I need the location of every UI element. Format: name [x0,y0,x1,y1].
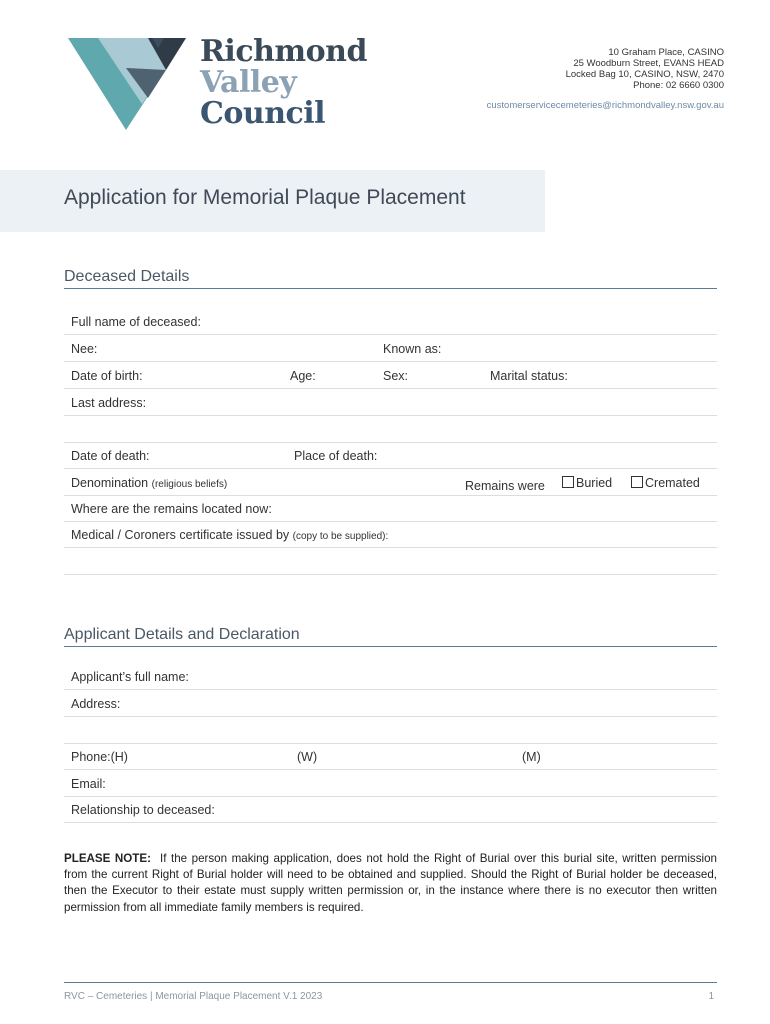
place-of-death-label: Place of death: [294,449,378,463]
address-line-2: 25 Woodburn Street, EVANS HEAD [573,58,724,69]
note-label: PLEASE NOTE: [64,852,151,865]
applicant-name-label: Applicant’s full name: [71,670,189,684]
row-applicant-name[interactable] [64,663,717,690]
row-medical[interactable] [64,521,717,548]
phone-h-label: Phone:(H) [71,750,128,764]
known-as-label: Known as: [383,342,442,356]
row-medical-cont[interactable] [64,548,717,575]
full-name-label: Full name of deceased: [71,315,201,329]
row-full-name[interactable] [64,308,717,335]
remains-were-label: Remains were [465,479,545,493]
note-text: If the person making application, does not hold the Right of Burial over this burial site, written permission from the current Right of Burial holder will need to be obtained and supplied. Should the Right of Burial holder be deceased, then the Executor to their estate must supply written permission or, in the instance where there is no executor then written permission from all immediate family members is required. [64,852,717,914]
row-last-address-cont[interactable] [64,416,717,443]
dob-label: Date of birth: [71,369,143,383]
cremated-checkbox[interactable] [631,476,643,488]
deceased-section-heading: Deceased Details [64,268,717,289]
logo-line-1: Richmond [200,34,367,69]
address-phone: Phone: 02 6660 0300 [633,80,724,91]
cremated-option[interactable] [631,476,700,490]
row-denomination[interactable] [64,469,717,496]
age-label: Age: [290,369,316,383]
buried-checkbox[interactable] [562,476,574,488]
phone-m-label: (M) [522,750,541,764]
logo-line-3: Council [200,96,326,131]
footer-divider [64,982,717,983]
row-email[interactable] [64,770,717,797]
address-line-1: 10 Graham Place, CASINO [608,47,724,58]
row-relationship[interactable] [64,796,717,823]
please-note [64,851,717,916]
nee-label: Nee: [71,342,98,356]
phone-w-label: (W) [297,750,318,764]
sex-label: Sex: [383,369,409,383]
buried-option[interactable] [562,476,612,490]
row-dob[interactable] [64,362,717,389]
where-located-label: Where are the remains located now: [71,502,272,516]
footer-doc-ref: RVC – Cemeteries | Memorial Plaque Placement V.1 2023 [64,991,323,1002]
applicant-section-heading: Applicant Details and Declaration [64,626,717,647]
applicant-address-label: Address: [71,697,121,711]
denomination-label [71,476,227,490]
last-address-label: Last address: [71,396,147,410]
row-applicant-address-cont[interactable] [64,717,717,744]
page-number: 1 [708,991,714,1002]
email-label: Email: [71,777,106,791]
council-logo [68,36,378,132]
row-where-located[interactable] [64,495,717,522]
marital-label: Marital status: [490,369,568,383]
medical-text: Medical / Coroners certificate issued by [71,528,290,542]
logo-triangle-icon [68,36,188,132]
dod-label: Date of death: [71,449,150,463]
row-nee[interactable] [64,335,717,362]
buried-label: Buried [576,476,613,490]
medical-note: (copy to be supplied): [292,531,389,542]
address-email[interactable]: customerservicecemeteries@richmondvalley.nsw.gov.au [486,100,724,111]
row-applicant-address[interactable] [64,690,717,717]
row-dod[interactable] [64,442,717,469]
logo-wordmark [200,36,367,129]
row-phone[interactable] [64,743,717,770]
relationship-label: Relationship to deceased: [71,803,215,817]
title-band [0,170,545,232]
row-last-address[interactable] [64,389,717,416]
denomination-note: (religious beliefs) [151,479,228,490]
logo-line-2: Valley [200,65,297,100]
address-line-3: Locked Bag 10, CASINO, NSW, 2470 [565,69,724,80]
council-address [487,47,724,111]
denomination-text: Denomination [71,476,149,490]
cremated-label: Cremated [645,476,700,490]
page-title: Application for Memorial Plaque Placement [64,186,466,209]
medical-label [71,528,388,542]
